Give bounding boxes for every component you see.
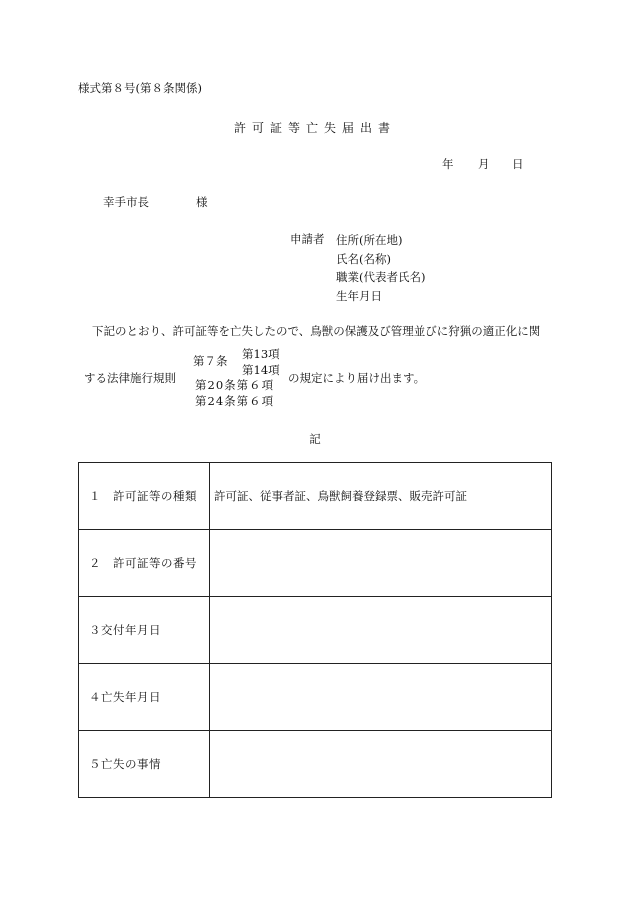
- paragraph-14: 第14項: [242, 363, 280, 377]
- row-label-issue-date: ３交付年月日: [79, 597, 210, 664]
- applicant-fields: [336, 231, 425, 305]
- addressee: [103, 194, 208, 210]
- body-line-2-tail: の規定により届け出ます。: [288, 371, 426, 385]
- addressee-name: 幸手市長: [103, 195, 149, 209]
- table-row: [79, 731, 552, 798]
- addressee-honorific: 様: [196, 195, 208, 209]
- row-value-type: 許可証、従事者証、鳥獣飼養登録票、販売許可証: [210, 463, 552, 530]
- date-day: 日: [512, 157, 524, 171]
- applicant-address: 住所(所在地): [336, 233, 403, 247]
- body-line-1: 下記のとおり、許可証等を亡失したので、鳥獣の保護及び管理並びに狩猟の適正化に関: [92, 324, 541, 338]
- body-line-2-head: する法律施行規則: [84, 371, 176, 385]
- row-label-type: １ 許可証等の種類: [79, 463, 210, 530]
- article-24: 第24条第６項: [195, 394, 275, 408]
- row-value-number: [210, 530, 552, 597]
- row-value-issue-date: [210, 597, 552, 664]
- row-value-loss-date: [210, 664, 552, 731]
- table-row: [79, 664, 552, 731]
- row-label-number: ２ 許可証等の番号: [79, 530, 210, 597]
- applicant-name: 氏名(名称): [336, 251, 391, 266]
- table-row: [79, 530, 552, 597]
- applicant-birthdate: 生年月日: [336, 288, 382, 303]
- row-label-loss-date: ４亡失年月日: [79, 664, 210, 731]
- details-table: [78, 462, 552, 798]
- applicant-occupation: 職業(代表者氏名): [336, 270, 426, 284]
- row-value-loss-circumstances: [210, 731, 552, 798]
- table-row: [79, 597, 552, 664]
- paragraph-13: 第13項: [242, 347, 280, 361]
- table-row: [79, 463, 552, 530]
- date-month: 月: [478, 157, 490, 171]
- ki-heading: 記: [309, 432, 321, 446]
- row-label-loss-circumstances: ５亡失の事情: [79, 731, 210, 798]
- article-20: 第20条第６項: [195, 378, 275, 392]
- applicant-label: 申請者: [290, 232, 325, 246]
- document-title: 許可証等亡失届出書: [233, 121, 396, 135]
- article-7: 第７条: [193, 354, 228, 368]
- date-year: 年: [442, 157, 454, 171]
- form-number: 様式第８号(第８条関係): [78, 81, 202, 95]
